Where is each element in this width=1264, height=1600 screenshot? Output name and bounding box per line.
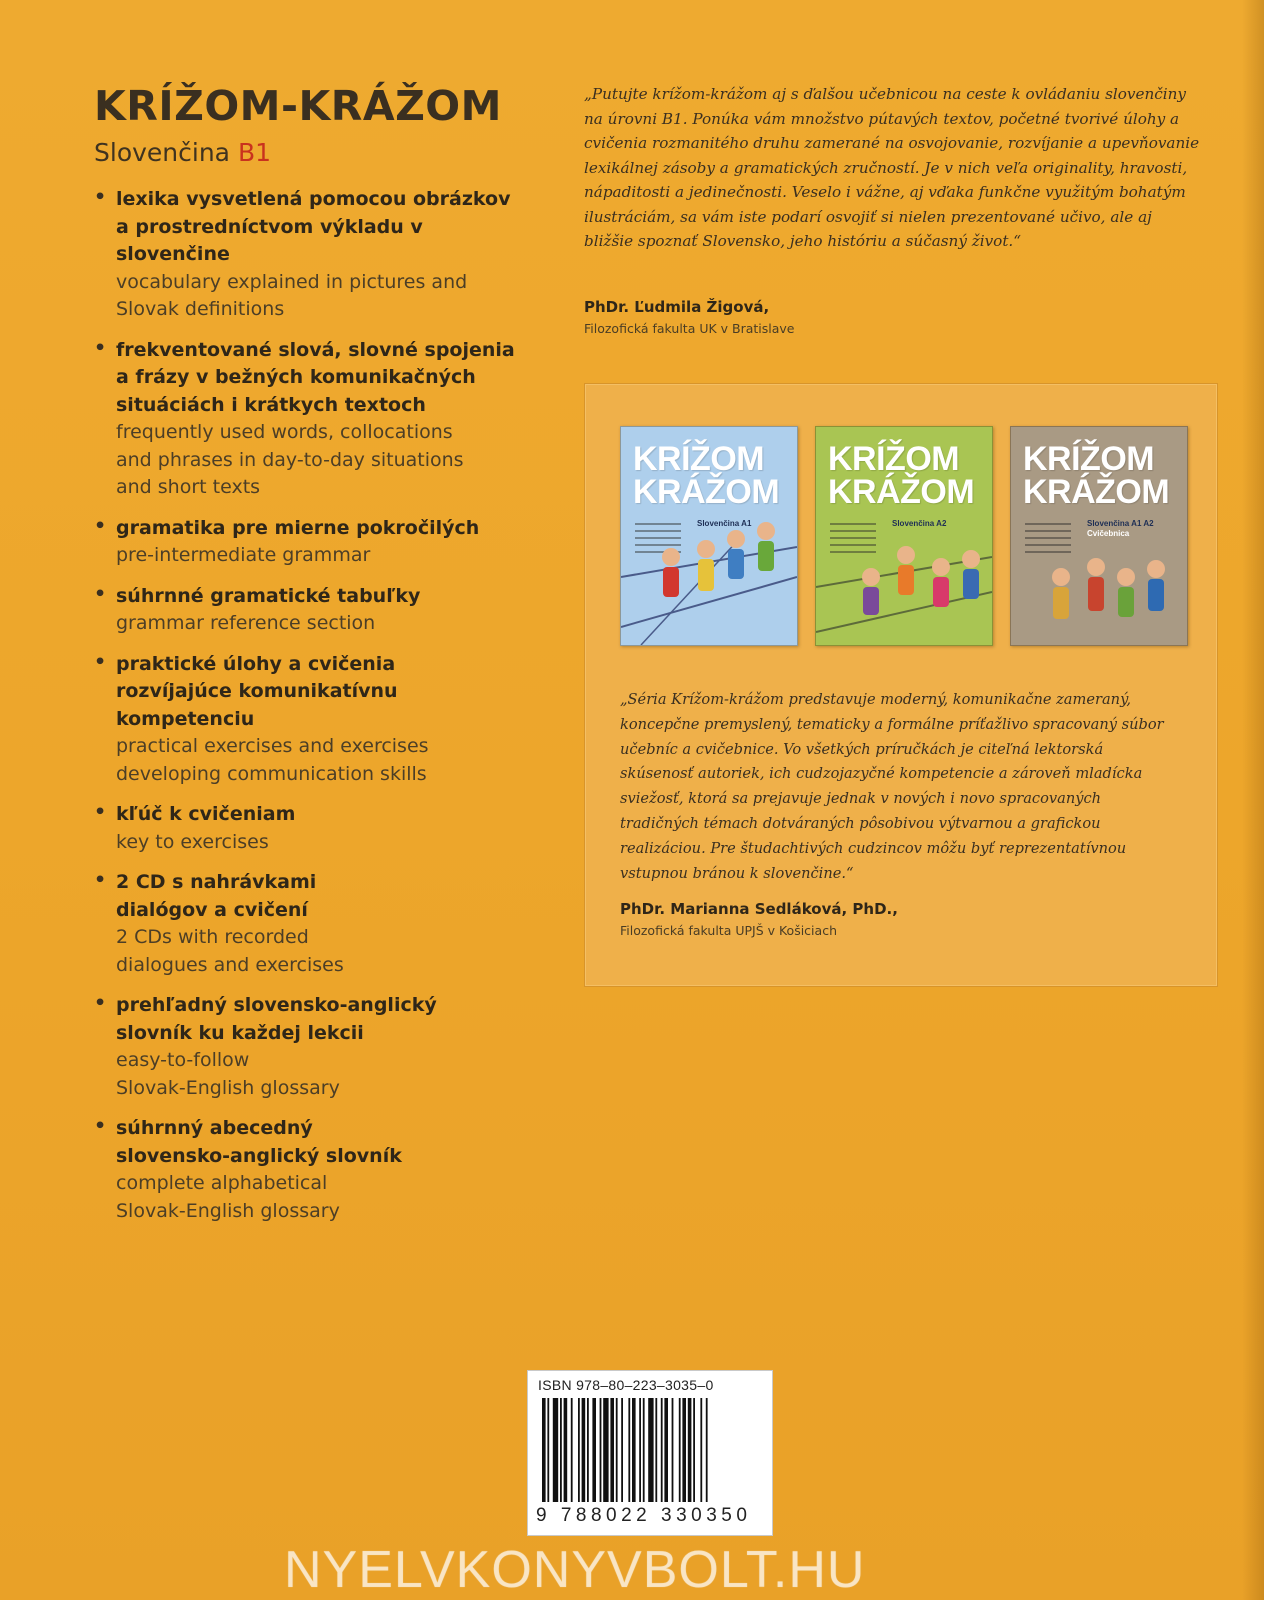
barcode-bar [661, 1398, 663, 1502]
barcode-bar [600, 1398, 602, 1502]
bullet-icon: • [94, 186, 107, 208]
review-author-2: PhDr. Marianna Sedláková, PhD., [620, 900, 898, 918]
cover-title: KRÍŽOM KRÁŽOM [633, 440, 780, 511]
barcode-bar [664, 1398, 668, 1502]
feature-english: vocabulary explained in pictures and Slovak definitions [116, 270, 468, 320]
feature-english: complete alphabetical Slovak-English glossary [116, 1172, 340, 1222]
barcode-bar [706, 1398, 708, 1502]
barcode-bar [610, 1398, 614, 1502]
barcode-bar [587, 1398, 589, 1502]
bullet-icon: • [94, 801, 107, 823]
feature-slovak: 2 CD s nahrávkami dialógov a cvičení [116, 871, 317, 921]
barcode-bar [628, 1398, 630, 1502]
barcode-bar [592, 1398, 596, 1502]
feature-item [92, 869, 532, 979]
feature-english: frequently used words, collocations and phrases in day-to-day situations and short texts [116, 421, 464, 498]
cover-level-label: Slovenčina A2 [892, 519, 947, 528]
isbn-barcode [527, 1370, 773, 1536]
feature-item [92, 651, 532, 789]
feature-item [92, 337, 532, 502]
bullet-icon: • [94, 650, 107, 673]
barcode-bar [542, 1398, 546, 1502]
feature-english: pre-intermediate grammar [116, 544, 371, 566]
book-subtitle [94, 138, 271, 167]
bullet-icon: • [94, 514, 107, 537]
feature-list [92, 186, 532, 1238]
cover-illustration [816, 427, 992, 645]
feature-slovak: súhrnné gramatické tabuľky [116, 584, 421, 607]
bullet-icon: • [94, 869, 107, 891]
feature-english: grammar reference section [116, 612, 376, 634]
cover-title: KRÍŽOM KRÁŽOM [828, 440, 975, 511]
barcode-bar [616, 1398, 618, 1502]
series-cover-a1 [620, 426, 798, 646]
barcode-bar [578, 1398, 580, 1502]
barcode-bar [648, 1398, 653, 1502]
barcode-bar [560, 1398, 562, 1502]
feature-item [92, 515, 532, 570]
feature-english: easy-to-follow Slovak-English glossary [116, 1049, 340, 1099]
feature-english: practical exercises and exercises developing communication skills [116, 735, 429, 785]
bullet-icon: • [94, 992, 107, 1014]
barcode-bar [603, 1398, 608, 1502]
barcode-bar [655, 1398, 657, 1502]
feature-slovak: gramatika pre mierne pokročilých [116, 516, 480, 539]
feature-item [92, 186, 532, 324]
bullet-icon: • [94, 1115, 107, 1137]
cover-level-label: Slovenčina A1 A2 [1087, 519, 1154, 528]
feature-item [92, 1115, 532, 1225]
feature-slovak: kľúč k cvičeniam [116, 803, 296, 825]
cover-title: KRÍŽOM KRÁŽOM [1023, 440, 1170, 511]
feature-english: 2 CDs with recorded dialogues and exercises [116, 926, 344, 976]
book-title: KRÍŽOM-KRÁŽOM [94, 82, 502, 130]
barcode-bar [632, 1398, 636, 1502]
review-affiliation-1: Filozofická fakulta UK v Bratislave [584, 321, 795, 336]
review-affiliation-2: Filozofická fakulta UPJŠ v Košiciach [620, 923, 837, 938]
barcode-bar [547, 1398, 549, 1502]
series-cover-workbook [1010, 426, 1188, 646]
barcode-bar [682, 1398, 686, 1502]
barcode-bar [564, 1398, 568, 1502]
feature-slovak: praktické úlohy a cvičenia rozvíjajúce komunikatívnu kompetenciu [116, 652, 398, 730]
barcode-bar [553, 1398, 558, 1502]
review-quote-2: „Séria Krížom-krážom predstavuje moderný, komunikačne zameraný, koncepčne premyslený, tematicky a formálne príťažlivo spracovaný súbor učebníc a cvičebnice. Vo všetkých príručkách je citeľná lektorská skúsenosť autoriek, ich cudzojazyčné kompetencie a zároveň mladícka sviežosť, ktorá sa prejavuje jednak v nových i novo spracovaných tradičných témach dotváraných pôsobivou výtvarnou a grafickou realizáciou. Pre študachtivých cudzincov môžu byť reprezentatívnou vstupnou bránou k slovenčine.“ [620, 691, 1164, 882]
bullet-icon: • [94, 336, 107, 359]
subtitle-level: B1 [237, 138, 272, 167]
review-quote-1: „Putujte krížom-krážom aj s ďalšou učebnicou na ceste k ovládaniu slovenčiny na úrovni B1. Ponúka vám množstvo pútavých textov, početné tvorivé úlohy a cvičenia rozmanitého druhu zamerané na osvojovanie, rozvíjanie a upevňovanie lexikálnej zásoby a gramatických zručností. Je v nich veľa originality, hravosti, nápaditosti a jedinečnosti. Veselo i vážne, aj vďaka funkčne využitým bohatým ilustráciám, sa vám iste podarí osvojiť si nielen prezentované učivo, ale aj bližšie spoznať Slovensko, jeho históriu a súčasný život.“ [584, 85, 1200, 250]
barcode-bar [693, 1398, 695, 1502]
feature-item [92, 583, 532, 638]
isbn-text: ISBN 978–80–223–3035–0 [538, 1377, 714, 1393]
barcode-digits: 9 788022 330350 [536, 1505, 752, 1526]
cover-level-label: Slovenčina A1 [697, 519, 752, 528]
barcode-bar [688, 1398, 692, 1502]
feature-slovak: prehľadný slovensko-anglický slovník ku každej lekcii [116, 994, 437, 1044]
barcode-bar [571, 1398, 573, 1502]
cover-subtitle: Cvičebnica [1087, 529, 1130, 538]
series-box [584, 383, 1218, 987]
barcode-bar [621, 1398, 623, 1502]
watermark: NYELVKONYVBOLT.HU [284, 1541, 866, 1599]
feature-slovak: súhrnný abecedný slovensko-anglický slovník [116, 1117, 402, 1167]
feature-english: key to exercises [116, 830, 269, 853]
barcode-bar [672, 1398, 674, 1502]
feature-slovak: lexika vysvetlená pomocou obrázkov a prostredníctvom výkladu v slovenčine [116, 188, 511, 265]
bullet-icon: • [94, 582, 107, 605]
barcode-bar [582, 1398, 586, 1502]
subtitle-language: Slovenčina [94, 138, 230, 167]
barcode-bar [643, 1398, 645, 1502]
barcode-bar [700, 1398, 702, 1502]
barcode-bar [639, 1398, 641, 1502]
review-author-1: PhDr. Ľudmila Žigová, [584, 298, 770, 316]
feature-item [92, 801, 532, 856]
barcode-bars [542, 1398, 758, 1502]
cover-illustration [621, 427, 797, 645]
series-cover-a2 [815, 426, 993, 646]
feature-slovak: frekventované slová, slovné spojenia a frázy v bežných komunikačných situáciách i krátkych textoch [116, 338, 515, 416]
feature-item [92, 992, 532, 1102]
page-edge-shadow [1242, 0, 1264, 1600]
barcode-bar [679, 1398, 681, 1502]
cover-illustration [1011, 427, 1187, 645]
